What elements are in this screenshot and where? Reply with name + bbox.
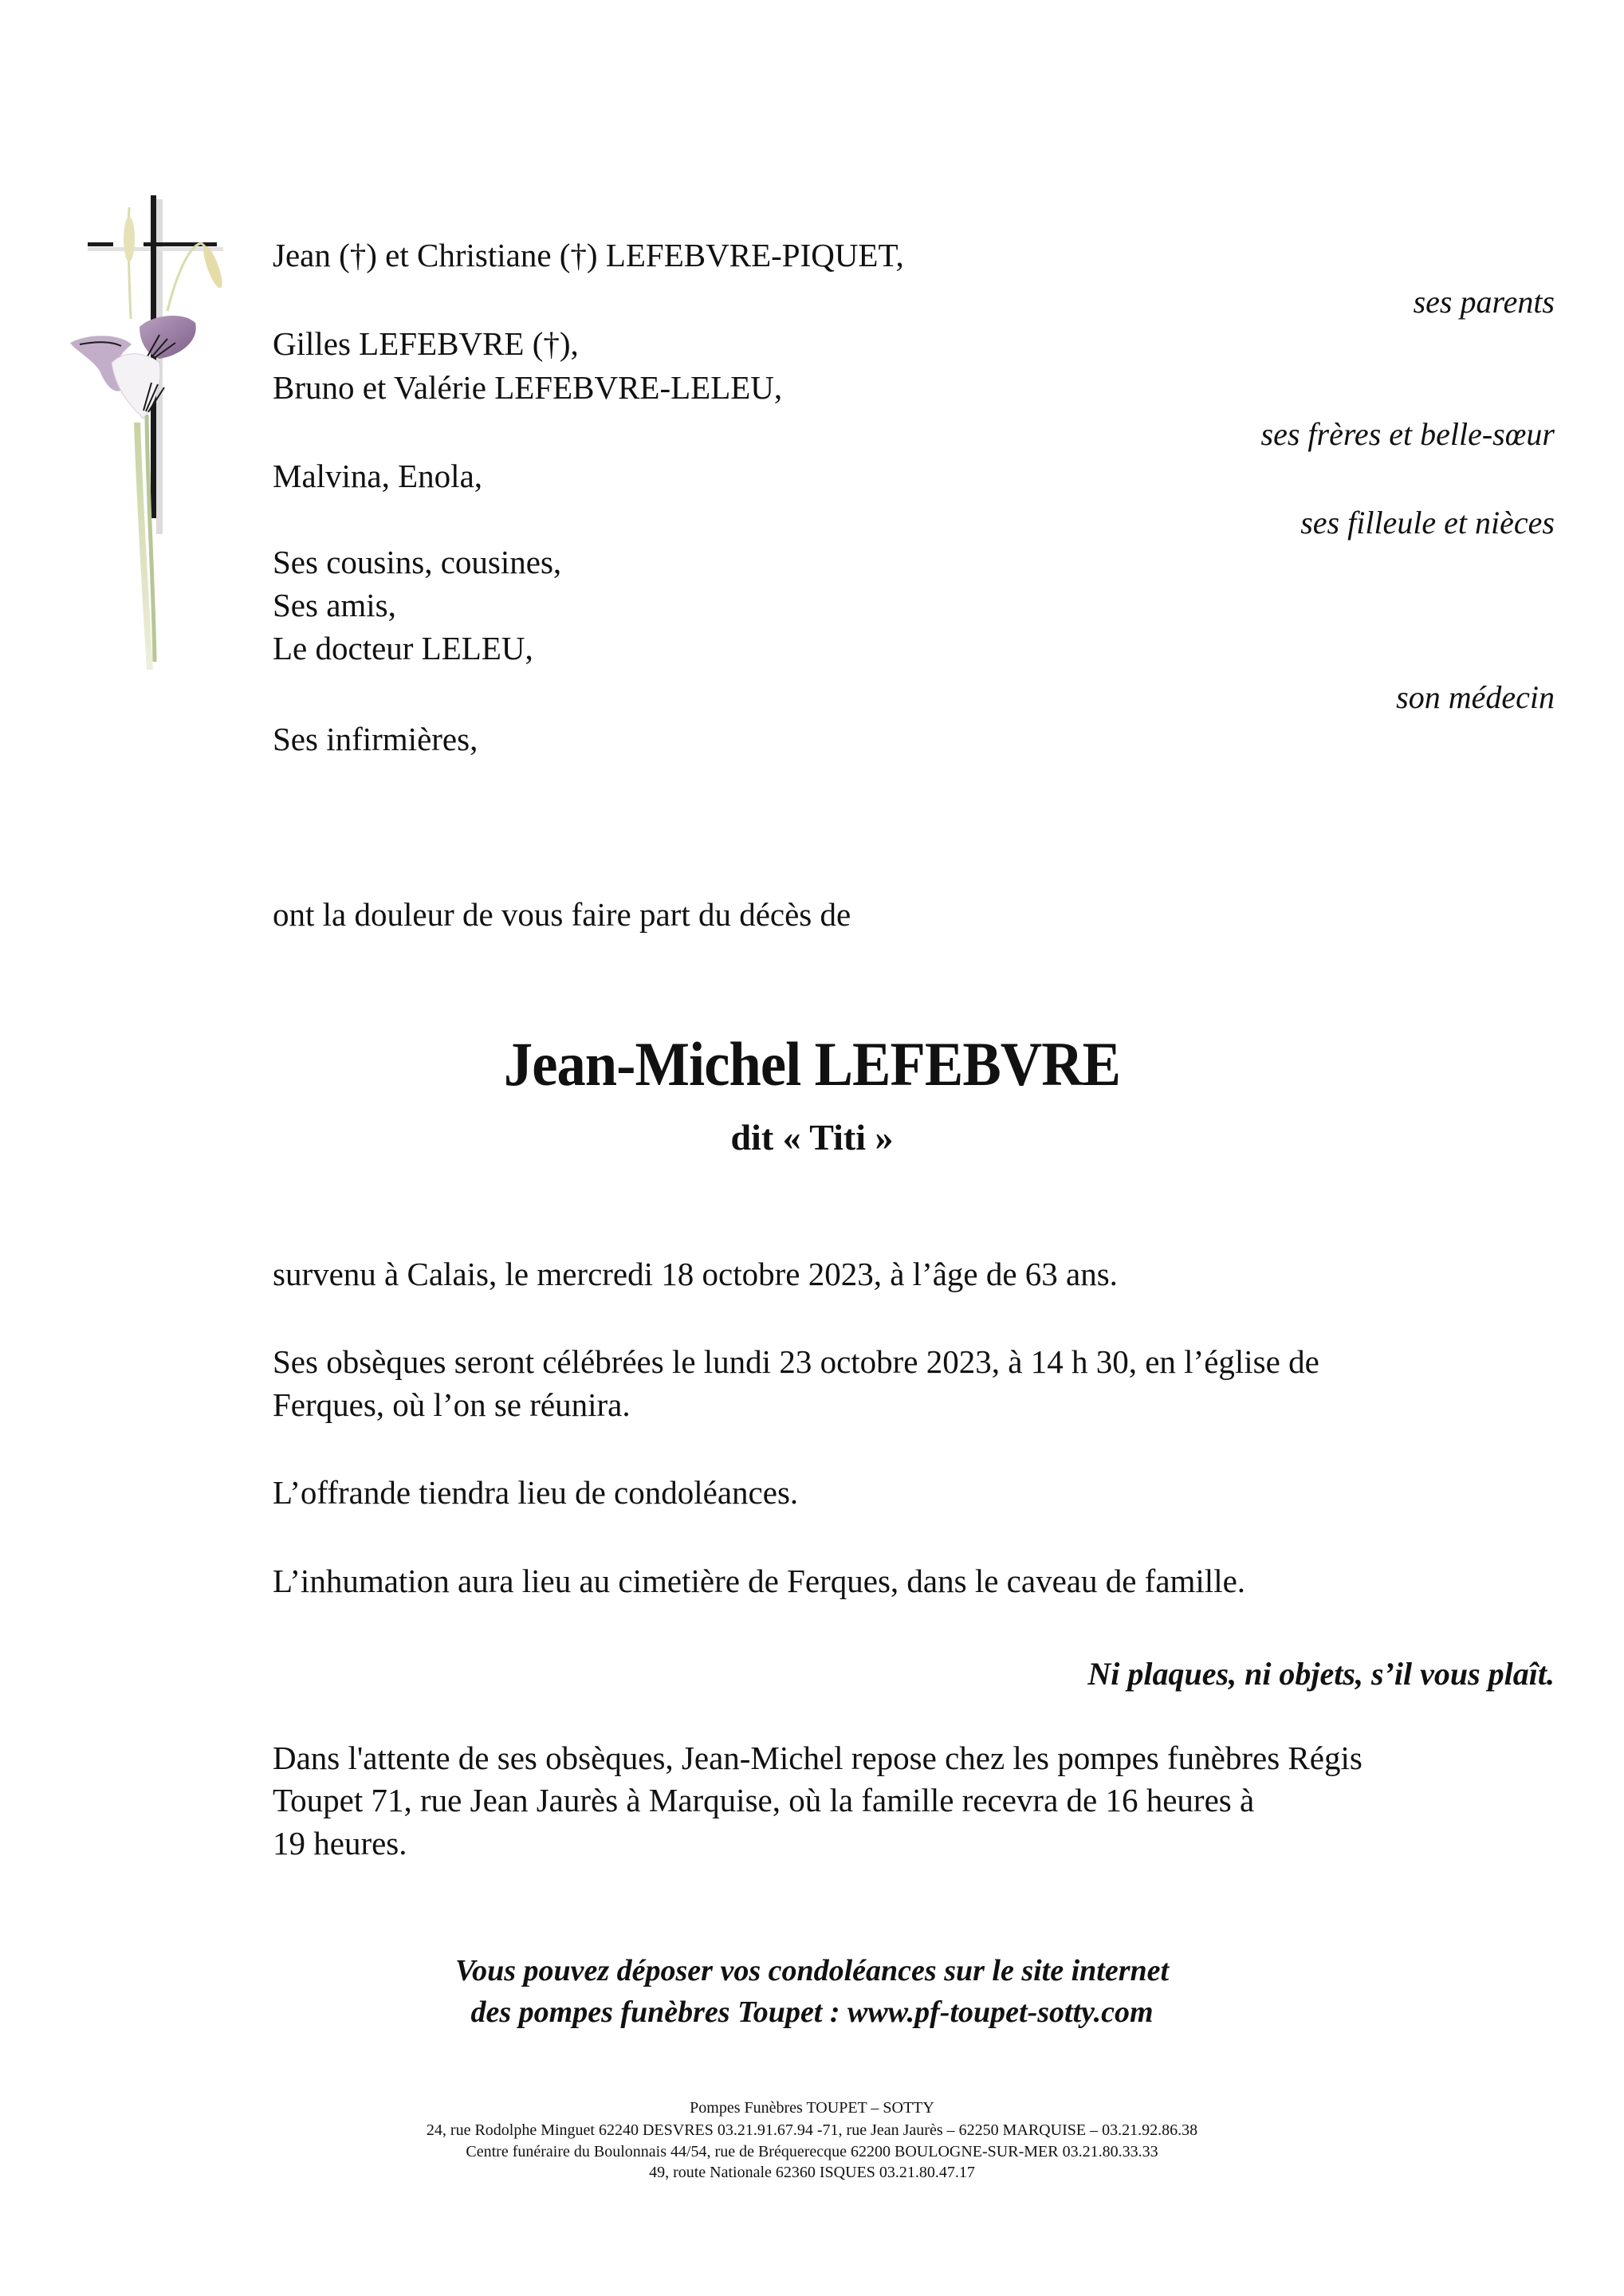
cross-with-calla-lily-icon — [64, 191, 239, 694]
family-line-goddaughter-nieces: Malvina, Enola, — [273, 458, 483, 494]
family-line-nurses: Ses infirmières, — [273, 721, 478, 757]
footer-address-boulogne: Centre funéraire du Boulonnais 44/54, rue de Bréquerecque 62200 BOULOGNE-SUR-MER 03.21.80.33.33 — [466, 2143, 1158, 2160]
repose-details-line3: 19 heures. — [273, 1825, 407, 1862]
family-line-parents: Jean (†) et Christiane (†) LEFEBVRE-PIQUET, — [273, 237, 904, 273]
family-line-doctor: Le docteur LELEU, — [273, 630, 533, 666]
death-details: survenu à Calais, le mercredi 18 octobre 2023, à l’âge de 63 ans. — [273, 1256, 1118, 1292]
burial-details: L’inhumation aura lieu au cimetière de Ferques, dans le caveau de famille. — [273, 1563, 1246, 1599]
funeral-details-line2: Ferques, où l’on se réunira. — [273, 1386, 631, 1423]
family-line-brother-deceased: Gilles LEFEBVRE (†), — [273, 325, 579, 362]
offering-note: L’offrande tiendra lieu de condoléances. — [273, 1474, 799, 1511]
announcement-intro: ont la douleur de vous faire part du décès de — [273, 896, 851, 933]
footer-address-isques: 49, route Nationale 62360 ISQUES 03.21.80.47.17 — [649, 2164, 975, 2181]
family-line-cousins: Ses cousins, cousines, — [273, 544, 562, 580]
deceased-name: Jean-Michel LEFEBVRE — [503, 1029, 1121, 1099]
repose-details-line2: Toupet 71, rue Jean Jaurès à Marquise, où la famille recevra de 16 heures à — [273, 1782, 1255, 1818]
condolences-line1: Vous pouvez déposer vos condoléances sur le site internet — [454, 1954, 1170, 1987]
relation-parents: ses parents — [1413, 284, 1555, 320]
footer-company-name: Pompes Funèbres TOUPET – SOTTY — [690, 2099, 934, 2117]
no-plaques-notice: Ni plaques, ni objets, s’il vous plaît. — [1087, 1656, 1555, 1692]
repose-details-line1: Dans l'attente de ses obsèques, Jean-Michel repose chez les pompes funèbres Régis — [273, 1740, 1363, 1776]
family-line-friends: Ses amis, — [273, 587, 396, 623]
funeral-details-line1: Ses obsèques seront célébrées le lundi 23 octobre 2023, à 14 h 30, en l’église de — [273, 1343, 1319, 1380]
footer-address-desvres-marquise: 24, rue Rodolphe Minguet 62240 DESVRES 03.21.91.67.94 -71, rue Jean Jaurès – 62250 MARQUISE – 03.21.92.86.38 — [426, 2121, 1198, 2139]
deceased-nickname: dit « Titi » — [730, 1117, 894, 1158]
condolences-line2: des pompes funèbres Toupet : www.pf-toupet-sotty.com — [470, 1995, 1154, 2029]
relation-goddaughter-nieces: ses filleule et nièces — [1300, 505, 1555, 541]
relation-siblings: ses frères et belle-sœur — [1260, 416, 1555, 452]
relation-doctor: son médecin — [1396, 679, 1555, 715]
family-line-brother-sister-in-law: Bruno et Valérie LEFEBVRE-LELEU, — [273, 369, 783, 406]
